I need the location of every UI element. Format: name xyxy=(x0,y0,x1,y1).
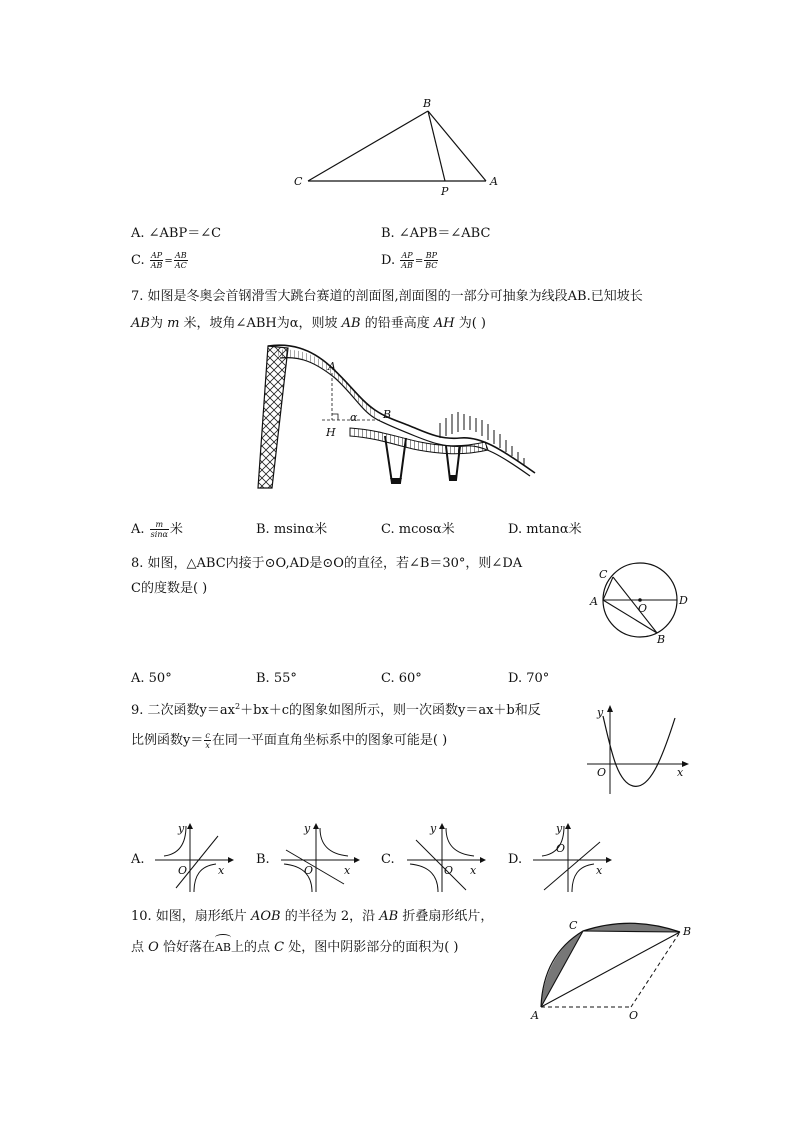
q6-label-p: P xyxy=(441,185,449,198)
q7-option-b[interactable]: B. msinα米 xyxy=(256,522,328,537)
q9-stem-line2: 比例函数y＝ $\frac{c}{x}$ 在同一平面直角坐标系中的图象可能是( ) xyxy=(131,731,448,750)
q9-label-x: x xyxy=(677,766,684,779)
q7-option-a-frac: $\frac{m}{\sin\alpha}$ xyxy=(150,520,168,539)
q6-option-d-frac2: $\frac{BP}{BC}$ xyxy=(425,251,438,270)
q7-option-d[interactable]: D. mtanα米 xyxy=(508,522,582,537)
q9-option-a-graph[interactable] xyxy=(152,820,237,895)
svg-text:O: O xyxy=(444,864,454,877)
q10-sector-figure xyxy=(525,915,700,1025)
q8-label-c: C xyxy=(599,568,608,581)
q9-label-o: O xyxy=(597,766,607,779)
q7-label-b: B xyxy=(383,408,392,421)
svg-text:O: O xyxy=(178,864,188,877)
q7-ski-jump-figure xyxy=(250,338,545,493)
q8-stem-line1: 8. 如图，△ABC内接于⊙O,AD是⊙O的直径，若∠B＝30°，则∠DA xyxy=(131,556,523,571)
q10-stem-line1: 10. 如图，扇形纸片 AOB 的半径为 2，沿 AB 折叠扇形纸片， xyxy=(131,909,494,924)
svg-text:O: O xyxy=(304,864,314,877)
svg-text:O: O xyxy=(556,842,566,855)
q8-option-d[interactable]: D. 70° xyxy=(508,671,550,686)
q8-option-a[interactable]: A. 50° xyxy=(131,671,172,686)
svg-text:y: y xyxy=(556,822,563,835)
q8-stem-line2: C的度数是( ) xyxy=(131,581,208,596)
q9-option-c-graph[interactable] xyxy=(404,820,489,895)
svg-text:y: y xyxy=(178,822,185,835)
q9-label-y: y xyxy=(597,706,604,719)
q7-label-a: A xyxy=(328,360,336,373)
svg-text:x: x xyxy=(470,864,477,877)
q6-triangle-figure xyxy=(290,95,510,200)
q10-stem-line2: 点 O 恰好落在 AB上的点 C 处，图中阴影部分的面积为( ) xyxy=(131,937,459,956)
q9-stem-line1: 9. 二次函数$y=ax^2+bx+c$的图象如图所示，则一次函数y＝ax＋b和反 xyxy=(131,702,541,718)
q7-stem-line1: 7. 如图是冬奥会首钢滑雪大跳台赛道的剖面图,剖面图的一部分可抽象为线段AB.已知坡长 xyxy=(131,289,643,304)
q8-option-c[interactable]: C. 60° xyxy=(381,671,422,686)
q6-option-c[interactable]: C. $\frac{AP}{AB}$ = $\frac{AB}{AC}$ xyxy=(131,251,187,270)
q6-option-c-frac1: $\frac{AP}{AB}$ xyxy=(150,251,163,270)
q6-option-d-frac1: $\frac{AP}{AB}$ xyxy=(401,251,413,270)
q10-label-a: A xyxy=(531,1009,539,1022)
q6-label-a: A xyxy=(490,175,498,188)
q6-option-c-letter: C. xyxy=(131,253,145,268)
q9-option-a[interactable]: A. xyxy=(131,852,145,867)
q7-option-a[interactable]: A. $\frac{m}{\sin\alpha}$ 米 xyxy=(131,520,183,539)
q8-circle-figure xyxy=(585,562,695,647)
q9-parabola-figure xyxy=(585,702,695,797)
q6-option-c-frac2: $\frac{AB}{AC}$ xyxy=(174,251,187,270)
q7-stem-line2: AB为 m 米，坡角∠ABH为α，则坡 AB 的铅垂高度 AH 为( ) xyxy=(131,316,487,331)
q6-option-d[interactable]: D. $\frac{AP}{AB}$ = $\frac{BP}{BC}$ xyxy=(381,251,438,270)
q10-label-b: B xyxy=(683,925,692,938)
q6-option-b[interactable]: B. ∠APB＝∠ABC xyxy=(381,226,491,241)
q8-label-b: B xyxy=(657,633,666,646)
svg-text:y: y xyxy=(304,822,311,835)
q6-label-c: C xyxy=(294,175,303,188)
svg-text:x: x xyxy=(218,864,225,877)
q6-option-a[interactable]: A. ∠ABP＝∠C xyxy=(131,226,222,241)
q7-label-h: H xyxy=(326,426,336,439)
q7-option-c[interactable]: C. mcosα米 xyxy=(381,522,455,537)
svg-text:y: y xyxy=(430,822,437,835)
q6-option-d-letter: D. xyxy=(381,253,396,268)
svg-text:x: x xyxy=(344,864,351,877)
q10-label-o: O xyxy=(629,1009,639,1022)
q8-label-a: A xyxy=(590,595,598,608)
q8-option-b[interactable]: B. 55° xyxy=(256,671,297,686)
q9-option-d[interactable]: D. xyxy=(508,852,523,867)
q7-label-alpha: α xyxy=(350,411,358,424)
q9-option-d-graph[interactable] xyxy=(530,820,615,895)
q9-option-c[interactable]: C. xyxy=(381,852,395,867)
q6-label-b: B xyxy=(423,97,432,110)
q9-option-b-graph[interactable] xyxy=(278,820,363,895)
q8-label-o: O xyxy=(638,602,648,615)
q10-label-c: C xyxy=(569,919,578,932)
svg-text:x: x xyxy=(596,864,603,877)
q8-label-d: D xyxy=(679,594,688,607)
q9-option-b[interactable]: B. xyxy=(256,852,270,867)
